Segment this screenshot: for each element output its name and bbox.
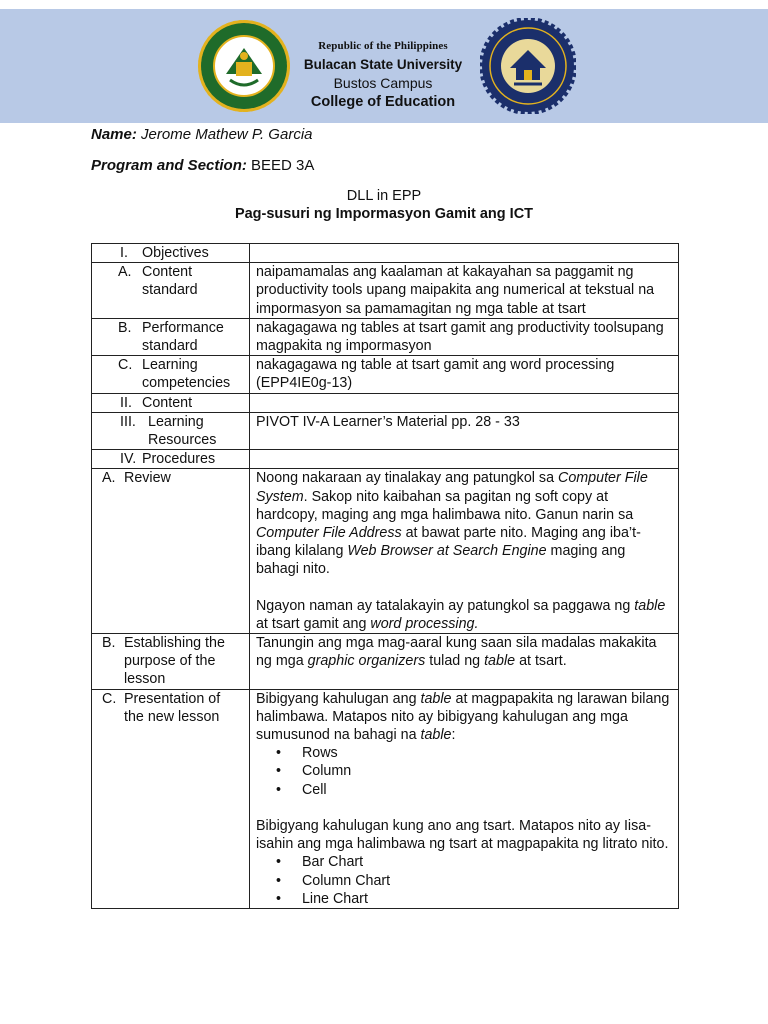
purpose-text: Tanungin ang mga mag-aaral kung saan sila madalas makakita ng mga graphic organizers tulad ng table at tsart. bbox=[255, 635, 657, 670]
table-cell bbox=[92, 689, 250, 908]
list-item: • Column Chart bbox=[275, 872, 391, 889]
row-letter: B. bbox=[118, 319, 132, 336]
table-cell: nakagagawa ng table at tsart gamit ang word processing (EPP4IE0g-13) bbox=[249, 356, 678, 393]
college-seal-logo bbox=[480, 18, 576, 114]
chart-types-list bbox=[256, 853, 672, 908]
table-cell bbox=[249, 634, 678, 690]
row-label: Content standard bbox=[142, 264, 198, 299]
program-value: BEED 3A bbox=[251, 157, 315, 174]
table-parts-list bbox=[256, 744, 672, 799]
table-cell bbox=[92, 634, 250, 690]
table-row bbox=[92, 393, 679, 412]
list-item: • Cell bbox=[275, 781, 327, 798]
table-row bbox=[92, 450, 679, 469]
table-row bbox=[92, 318, 679, 355]
table-cell: naipamamalas ang kaalaman at kakayahan sa paggamit ng productivity tools upang maipakita ang numerical at tekstual na impormasyon sa pamamagitan ng mga table at tsart bbox=[249, 263, 678, 319]
doc-title: DLL in EPP bbox=[346, 188, 422, 204]
college-name: College of Education bbox=[310, 93, 456, 110]
table-row bbox=[92, 244, 679, 263]
student-name-line bbox=[91, 126, 313, 143]
row-letter: A. bbox=[118, 264, 132, 281]
name-value: Jerome Mathew P. Garcia bbox=[141, 126, 313, 143]
table-cell bbox=[92, 412, 250, 449]
list-item: • Line Chart bbox=[275, 890, 368, 907]
roman-numeral: I. bbox=[120, 245, 128, 261]
table-cell bbox=[92, 469, 250, 634]
table-row bbox=[92, 356, 679, 393]
row-letter: A. bbox=[102, 470, 116, 487]
row-label: Learning competencies bbox=[142, 357, 231, 392]
university-name: Bulacan State University bbox=[303, 56, 463, 72]
table-cell bbox=[249, 450, 678, 469]
list-item: • Column bbox=[275, 763, 352, 780]
republic-line: Republic of the Philippines bbox=[318, 40, 448, 52]
table-row bbox=[92, 412, 679, 449]
table-cell bbox=[92, 244, 250, 263]
table-cell bbox=[92, 356, 250, 393]
university-seal-logo bbox=[196, 18, 292, 114]
row-label: Content bbox=[142, 394, 193, 411]
presentation-paragraph-2: Bibigyang kahulugan kung ano ang tsart. Matapos nito ay Iisa-isahin ang mga halimbawa ng tsart at magpapakita ng litrato nito. bbox=[255, 817, 669, 853]
table-row bbox=[92, 263, 679, 319]
review-paragraph-2: Ngayon naman ay tatalakayin ay patungkol sa paggawa ng table at tsart gamit ang word processing. bbox=[255, 597, 666, 632]
row-label: Learning Resources bbox=[148, 413, 217, 449]
table-cell bbox=[92, 450, 250, 469]
list-item: • Bar Chart bbox=[275, 854, 364, 871]
list-item: • Rows bbox=[275, 745, 338, 762]
table-cell bbox=[249, 244, 678, 263]
table-cell bbox=[249, 393, 678, 412]
table-cell bbox=[92, 393, 250, 412]
campus-name: Bustos Campus bbox=[333, 75, 433, 91]
header-text bbox=[283, 37, 483, 111]
table-row bbox=[92, 469, 679, 634]
row-label: Establishing the purpose of the lesson bbox=[124, 635, 225, 688]
dll-table bbox=[91, 243, 679, 909]
row-label: Procedures bbox=[142, 451, 216, 468]
presentation-paragraph-1: Bibigyang kahulugan ang table at magpapakita ng larawan bilang halimbawa. Matapos nito ay bibigyang kahulugan ang mga sumusunod na bahagi na table: bbox=[255, 690, 670, 744]
table-cell: nakagagawa ng tables at tsart gamit ang productivity toolsupang magpakita ng impormasyon bbox=[249, 318, 678, 355]
review-paragraph-1: Noong nakaraan ay tinalakay ang patungkol sa Computer File System. Sakop nito kaibahan sa pagitan ng soft copy at hardcopy, maging ang mga halimbawa nito. Ganun narin sa Computer File Address at bawat parte nito. Maging ang iba’t-ibang kilalang Web Browser at Search Engine maging ang bahagi nito. bbox=[255, 470, 648, 578]
table-cell: PIVOT IV-A Learner’s Material pp. 28 - 33 bbox=[249, 412, 678, 449]
row-label: Objectives bbox=[142, 245, 209, 261]
doc-subtitle: Pag-susuri ng Impormasyon Gamit ang ICT bbox=[234, 206, 534, 222]
roman-numeral: IV. bbox=[120, 451, 137, 468]
name-label: Name: bbox=[91, 126, 137, 143]
program-label: Program and Section: bbox=[91, 157, 247, 174]
row-letter: C. bbox=[118, 357, 133, 374]
table-row bbox=[92, 634, 679, 690]
row-label: Review bbox=[124, 470, 171, 487]
row-letter: B. bbox=[102, 635, 116, 652]
row-label: Performance standard bbox=[142, 319, 224, 355]
roman-numeral: III. bbox=[120, 413, 136, 430]
program-line bbox=[91, 157, 314, 174]
table-cell bbox=[249, 469, 678, 634]
table-cell bbox=[92, 263, 250, 319]
table-cell bbox=[249, 689, 678, 908]
roman-numeral: II. bbox=[120, 394, 132, 411]
table-cell bbox=[92, 318, 250, 355]
row-letter: C. bbox=[102, 690, 117, 707]
table-row bbox=[92, 689, 679, 908]
row-label: Presentation of the new lesson bbox=[124, 690, 221, 725]
